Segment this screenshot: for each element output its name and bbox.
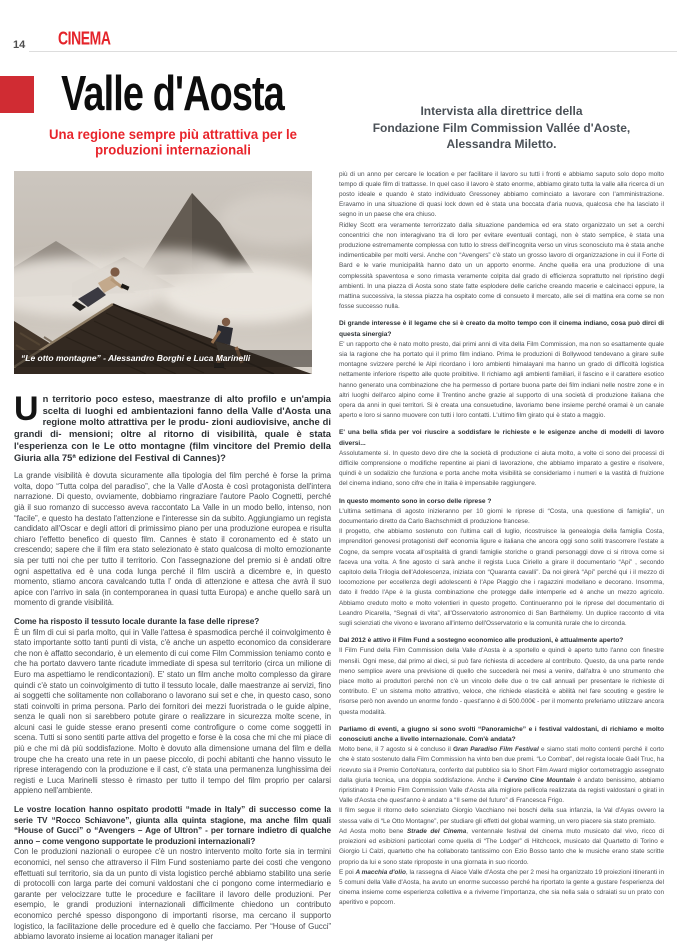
intro-question-text: n territorio poco esteso, maestranze di alto profilo e un'ampia scelta di luoghi ed ambientazioni fanno della Valle d'Aosta una regione molto attrattiva per le produ- zioni audiovisive, anche di grandi di- mensioni; oltre al ritorno di visibilità, quale è stata l'esperienza con le Le otto montagne (film vincitore del Premio della Giuria alla 75ª edizione del Festival di Cannes)? — [14, 393, 331, 463]
question-international-productions: Le vostre location hanno ospitato prodotti “made in Italy” di successo come la serie TV “Rocco Schiavone”, giunta alla quinta stagione, ma anche film quali “House of Gucci” o “Avengers – Age of Ultron” - per tornare indietro di qualche anno – come vengono supportate le produzioni internazionali? — [14, 805, 331, 846]
answer-paragraph: Il progetto, che abbiamo sostenuto con l'ultima call di luglio, ricostruisce la genealogia della famiglia Costa, imprenditori genovesi protagonisti dell' economia ligure e italiana che ancora oggi sono soliti trascorrere l'estate a Cogne, da sempre vocata all'ospitalità di grandi famiglie storiche o grandi personaggi dove ci si ritrova come si faceva una volta. A fine agosto ci sarà anche il regista Luca Ciriello a girare il documentario “Api” , secondo capitolo della Trilogia dell'Adolescenza, iniziata con “Quaranta cavalli”. Da noi girerà “Api” perché qui i il mezzo di locomozione per eccellenza degli adolescenti è l'Ape Piaggio che i ragazzini modellano e decorano. Insomma, dato il freddo l'Ape è la giusta combinazione che protegge dalle intemperie ed è anche un mezzo agricolo. Abbiamo creduto molto e molto volentieri in questo progetto. Continueranno poi le riprese del documentario di Leandro Picarella, “Segnali di vita”, all'Osservatorio astronomico di San Barthélemy. Un duplice racconto di vita sugli scienziati che vivono e lavorano all'interno dell'Osservatorio e la comunità rurale che lo circonda. — [339, 528, 664, 628]
answer-text: Ad Aosta molto bene — [339, 827, 407, 835]
interview-header-line: Intervista alla direttrice della — [420, 104, 583, 118]
festival-name-strade-del-cinema: Strade del Cinema — [406, 827, 467, 835]
answer-paragraph: Con le produzioni nazionali o europee c'è un nostro intervento molto forte sia in termini economici, nel senso che attraverso il Film Fund sosteniamo parte dei costi che vengono effettuati sul territorio, sia da un punto di vista logistico perché abbiamo stabilito una serie di protocolli con larga parte dei comuni valdostani che ci pongono come intermediario e garante per velocizzare tutte le procedure e facilitare il lavoro delle produzioni. Per esempio, le grandi produzioni internazionali difficilmente chiedono un contributo economico perché spesso dispongono di importanti risorse, ma cercano il supporto logistico, la facilitazione delle procedure ed è quello che facciamo. Per “House of Gucci” abbiamo lavorato insieme ai location manager italiani per — [14, 847, 331, 942]
answer-paragraph: più di un anno per cercare le location e per facilitare il lavoro su tutti i fronti e abbiamo saputo solo dopo molto tempo di quale film di trattasse. In quel caso il lavoro è stato enorme, abbiamo girato tutta la valle alla ricerca di un posto ideale e quando è stato individuato Gressoney abbiamo cominciato a lavorare con l'amministrazione. Eravamo in una situazione di quasi lock down ed è stata una boccata d'aria nuova, qualcosa che ha lasciato il segno in un paese che era chiuso. — [339, 170, 664, 219]
festival-name-cervino: Cervino Cine Mountain — [503, 776, 575, 784]
answer-text: , la rassegna di Aiace Valle d'Aosta che per 2 mesi ha organizzato 19 proiezioni itineranti in 5 comuni della Valle d'Aosta, ha avuto un enorme successo perché ha riportato la gente a gustare l'esperienza del cinema insieme come esperienza collettiva e a riviverne l'importanza, che sia nella sala o sdraiati su un prato con aperitivo e popcorn. — [339, 868, 665, 907]
question-film-fund: Dal 2012 è attivo il Film Fund a sostegno economico alle produzioni, è attualmente aperto? — [339, 637, 624, 645]
question-festivals: Parliamo di eventi, a giugno si sono svolti “Panoramiche” e i festival valdostani, di richiamo e molto conosciuti anche a livello internazionale. Com'è andata? — [339, 725, 664, 744]
answer-text: E poi — [339, 868, 356, 876]
article-subtitle: Una regione sempre più attrattiva per le produzioni internazionali — [48, 125, 297, 158]
question-work-models: E' una bella sfida per voi riuscire a soddisfare le richieste e le esigenze anche di modelli di lavoro diversi... — [339, 429, 664, 447]
answer-text: , ventennale festival del cinema muto musicato dal vivo, ricco di proiezioni ed esibizioni particolari come quella di “The Lodger” di Hitchcock, musicato dal Quartetto di Torino e Giorgio Li Calzi, quartetto che ha collaborato tantissimo con Ezio Bosso tanto che le musiche erano state scritte proprio da lui e sono state riproposte in una giornata in suo ricordo. — [339, 827, 664, 866]
event-name-a-macchia-d-olio: A macchia d'olio — [355, 868, 406, 876]
article-title: Valle d'Aosta — [61, 66, 284, 122]
answer-paragraph: È un film di cui si parla molto, qui in Valle l'attesa è spasmodica perché il coinvolgimento è stato importante sotto tanti punti di vista, c'è anche un aspetto economico da considerare che non è affatto secondario, è un elemento di cui come Film Commission teniamo conto e che ha portato davvero tante ricadute immediate di spesa sul territorio (circa un milione di Euro ma aspettiamo le rendicontazioni). E' stato un film anche molto complesso da girare quindi c'è stato un coinvolgimento di tutto il tessuto locale, dalle maestranze ai servizi, fino ai soggetti che solitamente non collaborano o lavorano sui set e che, in questo caso, sono stati coinvolti in prima persona. Parlo dei fornitori dei mezzi fuoristrada o le guide alpine, senza le quali non si sarebbero potute girare o realizzare in sicurezza molte scene, in alcuni casi le guide stesse erano presenti come controfigure o come come soggetti in scena. Tutti si sono sentiti parte attiva del progetto e forse è la cosa che mi che mi piace di più e che mi dà più soddisfazione. Molto è dovuto alla dimensione umana del film e della troupe che ha creato una rete in un paese piccolo, di pochi abitanti che hanno vissuto le riprese interagendo con la produzione e il cast, c'è stata una permanenza lunghissima dei registi e Luca Marinelli stesso è rimasto per tutto il tempo del film proprio per calarsi appieno nell'ambiente. — [14, 627, 332, 796]
header-rule — [29, 51, 677, 52]
answer-paragraph: La grande visibilità è dovuta sicuramente alla tipologia del film perché è forse la prima volta, dopo “Tutta colpa del paradiso”, che la Valle d'Aosta è così protagonista dell'intera narrazione. Di questo, ovviamente, dobbiamo ringraziare l'autore Paolo Cognetti, perché già il suo romanzo di successo aveva raccontato La Valle in un modo bello, intenso, non “facile”, e questo ha destato l'attenzione e l'interesse sin da subito. Aggiungiamo un regista candidato all'Oscar e degli attori di primissimo piano per una produzione europea e risulta chiaro l'effetto benefico di questo film. Cannes è stato il coronamento ed è stato un crescendo; sapere che il film era stato selezionato è stato qualcosa di molto emozionante sia per tutti noi che per tutto il territorio. Con l'assegnazione del premio si è andati oltre ogni aspettativa ed è una coda lunga perché il film uscirà a dicembre e, in questo momento, stiamo ancora cavalcando tutta l' onda di attenzione e attesa che avrà il suo apice con l'arrivo in sala (in contemporanea in quasi tutta Europa) e anche quello sarà un momento di grande visibilità. — [14, 471, 331, 608]
interview-header-line: Alessandra Miletto. — [446, 137, 557, 151]
answer-text: e siamo stati molto contenti perché il corto che è stato sostenuto dalla Film Commission ha vinto ben due premi. “Lo Combat”, del regista locale Gaël Truc, ha ricevuto sia il Premio CortoNatura, conferito dal pubblico sia lo Short Film Award miglior cortometraggio assegnato dalla giuria tecnica, una doppia soddisfazione. Anche il — [339, 746, 664, 784]
answer-paragraph: L'ultima settimana di agosto inizieranno per 10 giorni le riprese di “Costa, una questione di famiglia”, un documentario diretto da Carlo Bachschmidt di produzione francese. — [339, 507, 664, 525]
photo-caption: “Le otto montagne” - Alessandro Borghi e Luca Marinelli — [14, 350, 312, 367]
answer-paragraph — [339, 868, 664, 909]
question-local-response: Come ha risposto il tessuto locale durante la fase delle riprese? — [14, 616, 260, 626]
article-photo — [14, 171, 312, 374]
section-logo-text: CINEMA — [58, 28, 111, 49]
interview-header-line: Fondazione Film Commission Vallée d'Aoste, — [372, 120, 631, 135]
answer-paragraph — [339, 827, 664, 868]
answer-paragraph — [339, 745, 664, 806]
answer-paragraph: E' un rapporto che è nato molto presto, dai primi anni di vita della Film Commission, ma non so esattamente quale sia la ragione che ha portato qui il primo film indiano. Prima le produzioni di Bollywood tendevano a girare sulle montagne svizzere perché le Alpi ricordano i loro ambienti himalayani ma hanno un grado di difficoltà logistica nettamente inferiore rispetto alle quote proibitive. Il richiamo agli ambienti familiari, il fascino e il carattere esotico hanno generato una combinazione che ha permesso di portare buona parte dei film indiani nelle nostre zone e in altri luoghi dell'arco alpino come il Trentino anche grazie al supporto di una società di produzione italiana che opera da anni in quei territori. Si è creata una consuetudine, lavoriamo bene insieme perché oramai è un canale aperto e loro si sanno muovere con tutti i loro contatti. L'ultimo film girato qui è stato a maggio. — [339, 340, 664, 420]
festival-name-gran-paradiso: Gran Paradiso Film Festival — [453, 746, 539, 754]
answer-text: Molto bene, il 7 agosto si è concluso il — [339, 746, 454, 754]
question-indian-cinema: Di grande interesse è il legame che si è creato da molto tempo con il cinema indiano, cosa può dirci di questa sinergia? — [339, 320, 664, 338]
question-current-shoots: In questo momento sono in corso delle riprese ? — [339, 497, 492, 505]
answer-paragraph: Il Film Fund della Film Commission della Valle d'Aosta è a sportello e quindi è aperto tutto l'anno con finestre mensili. Ogni mese, dal primo al dieci, si può fare richiesta di accedere al contributo. Questo, da una parte rende meno semplice avere una previsione di quello che succederà nei mesi a venire, dall'altra è uno strumento che piace molto ai produttori perché non c'è un vincolo delle due o tre call annuali per presentare le richieste di contributo. E' un sistema molto attrattivo, veloce, che richiede elasticità e abilità nel fare scouting e gestire le risorse però non avendo un enorme fondo - quest'anno è di 500.000€ - per il momento preferiamo utilizzare ancora questa modalità. — [339, 647, 664, 716]
intro-question — [14, 390, 331, 463]
page-number: 14 — [13, 39, 26, 51]
right-column — [339, 103, 664, 909]
mountain-scene-illustration — [14, 171, 312, 374]
answer-paragraph: Il film segue il ritorno dello scienziato Giorgio Vacchiano nei boschi della sua infanzia, la Val d'Ayas ovvero la stessa valle di “Le Otto Montagne”, per studiare gli effetti del global warming, un vero piacere sia stato premiato. — [339, 807, 664, 825]
answer-paragraph: Assolutamente sì. In questo devo dire che la società di produzione ci aiuta molto, a volte ci sono dei processi di difficile comprensione o modifiche repentine ai piani di lavorazione, che abbiamo imparato a gestire e risolvere, quindi è un sodalizio che funziona e porta anche molta visibilità se consideriamo i numeri e la vastità di fruizione del cinema indiano, sono cifre che in Italia è impensabile raggiungere. — [339, 449, 664, 488]
interview-header — [339, 103, 664, 153]
dropcap: U — [14, 390, 39, 428]
left-column — [14, 62, 331, 943]
section-logo-cinema — [58, 29, 122, 49]
answer-text: è andato benissimo, abbiamo ripristinato il Premio Film Commission Valle d'Aosta alla migliore pellicola realizzata da registi valdostani o girati in Valle d'Aosta che quest'anno è andato a “Il seme del futuro” di Francesca Frigo. — [339, 776, 664, 805]
answer-paragraph: Ridley Scott era veramente terrorizzato dalla situazione pandemica ed era stato organizzato un set a cerchi concentrici che non interagivano tra di loro per evitare eventuali contagi, non è stato semplice, è stata una produzione estremamente complessa con tutto lo stress dell'incognita verso un virus sconosciuto ma è stata anche indimenticabile per molti versi. Anche con “Avengers” c'è stato un grosso lavoro di organizzazione in cui il Forte di Bard e le varie municipalità hanno dato un un apporto enorme. Anche quella era una produzione di una complessità spaventosa e sono rimasta veramente colpita dal grado di efficienza soprattutto nel ripristino degli ambienti. In una piazza di Aosta sono state fatte esplodere delle cariche creando macerie e calcinacci eppure, la mattina successiva, la stessa piazza ha ospitato come di consueto il mercato, alle sei di mattina era come se non fosse successo nulla. — [339, 221, 664, 311]
